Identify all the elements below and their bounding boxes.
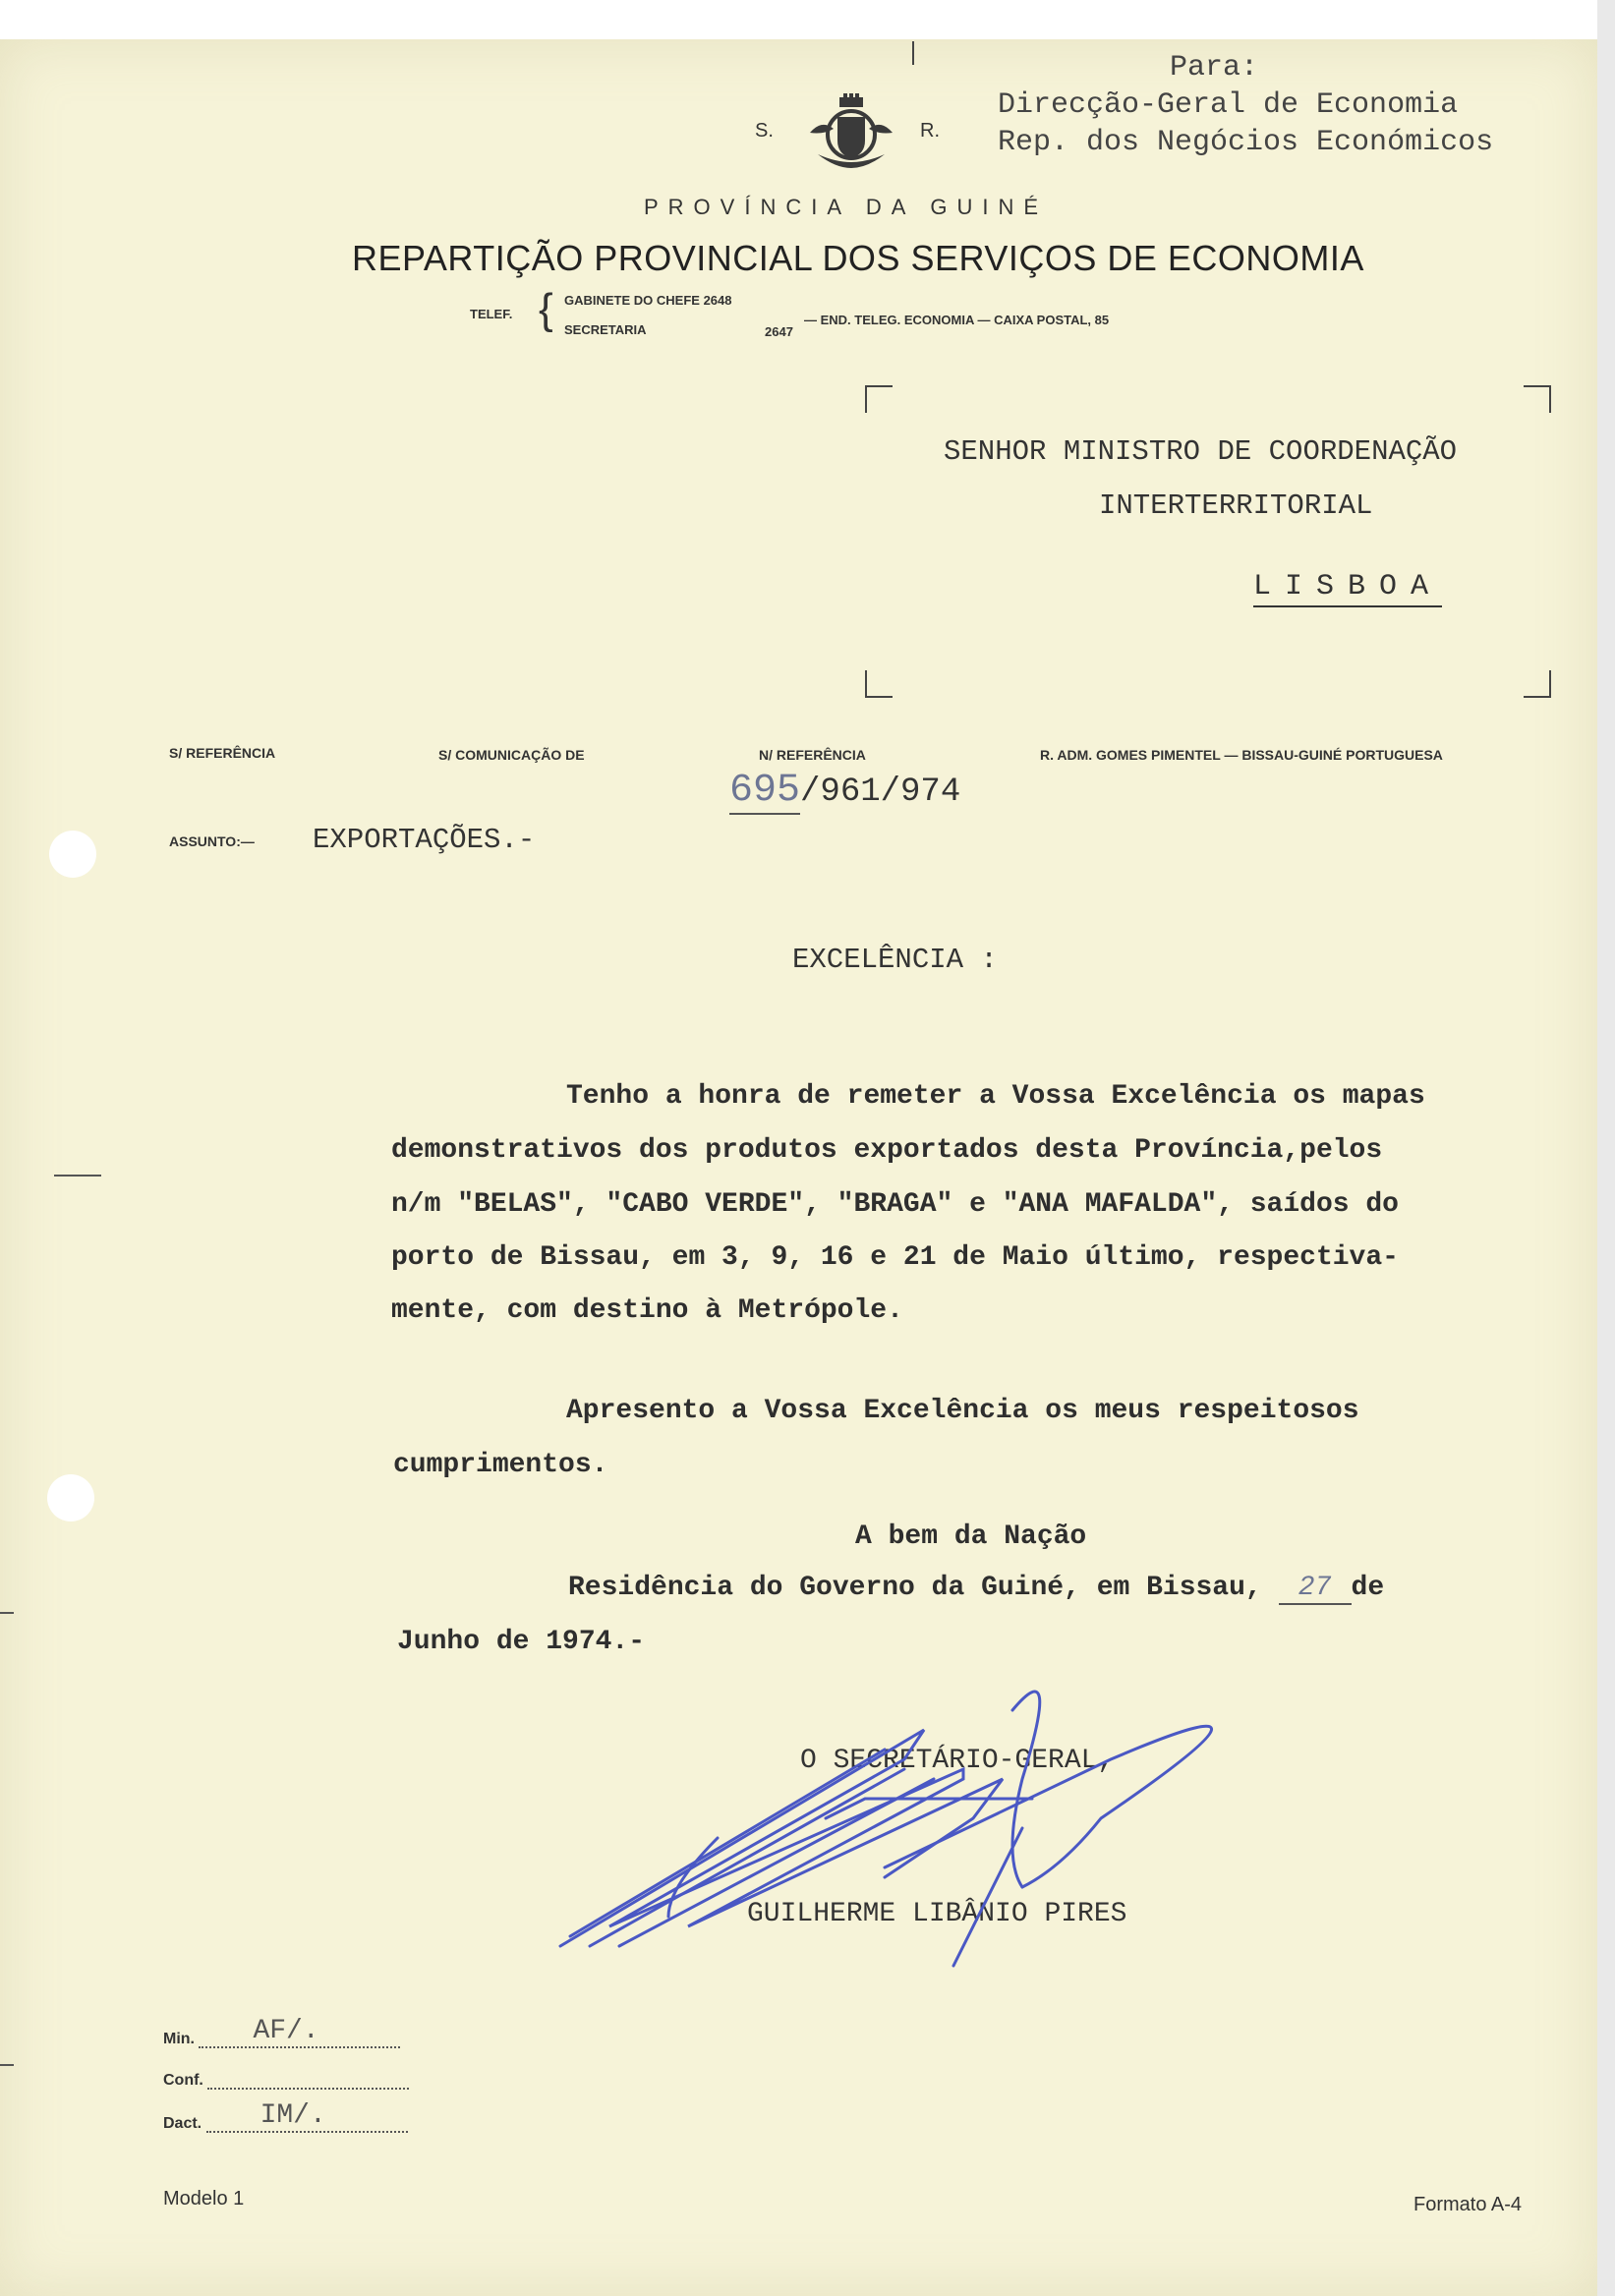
closing-phrase: A bem da Nação <box>855 1521 1087 1552</box>
fold-mark <box>0 2064 14 2066</box>
handwritten-day: 27 <box>1279 1573 1352 1605</box>
your-communication-label: S/ COMUNICAÇÃO DE <box>438 747 585 763</box>
paragraph-1-line-5: mente, com destino à Metrópole. <box>391 1295 903 1326</box>
province-title: PROVÍNCIA DA GUINÉ <box>644 195 1049 219</box>
your-reference-label: S/ REFERÊNCIA <box>169 745 276 761</box>
date-line: Junho de 1974.- <box>397 1627 646 1657</box>
address-corner <box>1524 385 1551 413</box>
para-line-2: Rep. dos Negócios Económicos <box>998 126 1494 159</box>
signatory-title: O SECRETÁRIO-GERAL, <box>800 1746 1115 1776</box>
residence-line <box>568 1573 1384 1605</box>
conf-label: Conf. <box>163 2072 203 2089</box>
salutation: EXCELÊNCIA : <box>792 944 998 976</box>
fold-mark <box>0 1612 14 1614</box>
min-field <box>163 2016 400 2048</box>
signatory-name: GUILHERME LIBÂNIO PIRES <box>747 1899 1127 1929</box>
reference-stamp: 695 <box>729 769 801 813</box>
reference-number <box>729 769 960 813</box>
gabinete-line: GABINETE DO CHEFE 2648 <box>564 293 732 308</box>
sender-address: R. ADM. GOMES PIMENTEL — BISSAU-GUINÉ PORTUGUESA <box>1040 747 1443 763</box>
seal-right-letter: R. <box>920 120 940 142</box>
min-label: Min. <box>163 2031 195 2047</box>
our-reference-label: N/ REFERÊNCIA <box>759 747 866 763</box>
paragraph-1-line-3: n/m "BELAS", "CABO VERDE", "BRAGA" e "ANA MAFALDA", saídos do <box>391 1189 1399 1220</box>
punch-hole <box>47 1474 94 1521</box>
coat-of-arms-icon <box>804 93 898 172</box>
secretaria-number: 2647 <box>765 324 793 339</box>
reference-rest: /961/974 <box>800 774 961 811</box>
min-value: AF/. <box>253 2016 319 2046</box>
addressee-city: LISBOA <box>1253 570 1442 607</box>
address-corner <box>865 385 893 413</box>
conf-field <box>163 2068 409 2090</box>
paragraph-2-line-2: cumprimentos. <box>393 1450 608 1480</box>
punch-hole <box>49 831 96 878</box>
paragraph-2-line-1: Apresento a Vossa Excelência os meus respeitosos <box>566 1396 1359 1426</box>
signature-icon <box>550 1632 1317 1985</box>
paragraph-1-line-4: porto de Bissau, em 3, 9, 16 e 21 de Maio último, respectiva- <box>391 1242 1399 1273</box>
addressee-line-2: INTERTERRITORIAL <box>1099 489 1373 522</box>
dact-field <box>163 2100 408 2133</box>
fold-mark <box>54 1175 101 1177</box>
conf-line <box>207 2068 409 2090</box>
para-label: Para: <box>1170 51 1259 85</box>
department-title: REPARTIÇÃO PROVINCIAL DOS SERVIÇOS DE ECONOMIA <box>352 238 1364 278</box>
address-corner <box>865 670 893 698</box>
dact-label: Dact. <box>163 2115 202 2132</box>
page-edge <box>1597 0 1615 2296</box>
para-stamp <box>998 49 1493 161</box>
para-line-1: Direcção-Geral de Economia <box>998 88 1459 122</box>
brace-icon: { <box>539 285 553 333</box>
residence-text: Residência do Governo da Guiné, em Bissau, <box>568 1573 1262 1603</box>
dact-value: IM/. <box>260 2100 326 2131</box>
residence-de: de <box>1351 1573 1385 1603</box>
secretaria-label: SECRETARIA <box>564 322 647 337</box>
addressee-line-1: SENHOR MINISTRO DE COORDENAÇÃO <box>944 435 1458 468</box>
dact-line <box>206 2100 408 2133</box>
paragraph-1-line-1: Tenho a honra de remeter a Vossa Excelência os mapas <box>566 1081 1425 1112</box>
telegraph-line: — END. TELEG. ECONOMIA — CAIXA POSTAL, 85 <box>804 313 1110 327</box>
format-label: Formato A-4 <box>1413 2194 1523 2215</box>
min-line <box>199 2016 400 2048</box>
model-label: Modelo 1 <box>163 2188 245 2210</box>
address-corner <box>1524 670 1551 698</box>
top-tick <box>912 41 914 65</box>
subject-label: ASSUNTO:— <box>169 833 255 849</box>
subject-value: EXPORTAÇÕES.- <box>313 824 536 856</box>
telef-label: TELEF. <box>470 307 513 321</box>
paragraph-1-line-2: demonstrativos dos produtos exportados desta Província,pelos <box>391 1135 1383 1166</box>
seal-left-letter: S. <box>755 120 774 142</box>
